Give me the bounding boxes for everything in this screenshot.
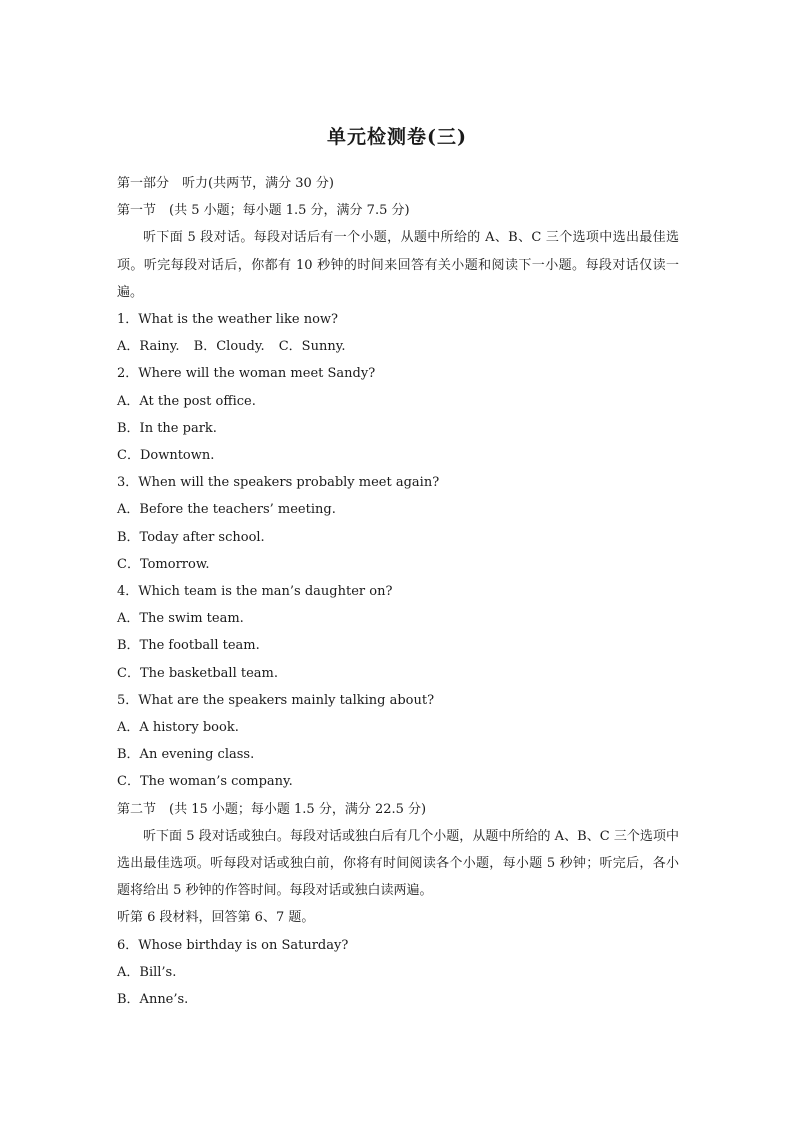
question-3-stem: 3．When will the speakers probably meet again? <box>117 475 440 491</box>
section2-heading: 第二节 (共 15 小题；每小题 1.5 分，满分 22.5 分) <box>117 801 427 817</box>
question-1-option-a: A．Rainy. <box>117 339 180 355</box>
section2-instructions: 听下面 5 段对话或独白。每段对话或独白后有几个小题，从题中所给的 A、B、C 三个选项中选出最佳选项。听每段对话或独白前，你将有时间阅读各个小题，每小题 5 秒钟；听完后，各小题将给出 5 秒钟的作答时间。每段对话或独白读两遍。 <box>117 828 679 899</box>
question-3-option-b: B．Today after school. <box>117 529 265 545</box>
section1-instructions: 听下面 5 段对话。每段对话后有一个小题，从题中所给的 A、B、C 三个选项中选出最佳选项。听完每段对话后，你都有 10 秒钟的时间来回答有关小题和阅读下一小题。每段对话仅读一遍。 <box>117 230 679 300</box>
exam-content <box>117 170 679 1013</box>
question-5-option-b: B．An evening class. <box>117 747 255 763</box>
question-1-stem: 1．What is the weather like now? <box>117 312 339 328</box>
question-4-option-a: A．The swim team. <box>117 611 244 627</box>
question-6-option-b: B．Anne’s. <box>117 992 189 1008</box>
question-4-stem: 4．Which team is the man’s daughter on? <box>117 584 393 600</box>
question-5-option-a: A．A history book. <box>117 720 239 736</box>
question-4-option-c: C．The basketball team. <box>117 665 279 681</box>
section1-heading: 第一节 (共 5 小题；每小题 1.5 分，满分 7.5 分) <box>117 203 410 219</box>
question-3-option-a: A．Before the teachers’ meeting. <box>117 502 336 518</box>
question-4-option-b: B．The football team. <box>117 638 260 654</box>
question-3-option-c: C．Tomorrow. <box>117 556 210 572</box>
part1-heading: 第一部分 听力(共两节，满分 30 分) <box>117 176 334 191</box>
material-6-label: 听第 6 段材料，回答第 6、7 题。 <box>117 910 315 926</box>
question-5-stem: 5．What are the speakers mainly talking about? <box>117 692 435 708</box>
question-2-option-c: C．Downtown. <box>117 448 215 464</box>
question-1-options <box>117 333 679 360</box>
page-title: 单元检测卷(三) <box>327 126 467 148</box>
question-1-option-b: B．Cloudy. <box>193 339 265 355</box>
question-6-option-a: A．Bill’s. <box>117 964 177 980</box>
question-5-option-c: C．The woman’s company. <box>117 774 293 790</box>
question-1-option-c: C．Sunny. <box>278 339 346 355</box>
question-2-option-a: A．At the post office. <box>117 393 256 409</box>
question-6-stem: 6．Whose birthday is on Saturday? <box>117 937 349 953</box>
question-2-stem: 2．Where will the woman meet Sandy? <box>117 366 376 382</box>
question-2-option-b: B．In the park. <box>117 420 217 436</box>
